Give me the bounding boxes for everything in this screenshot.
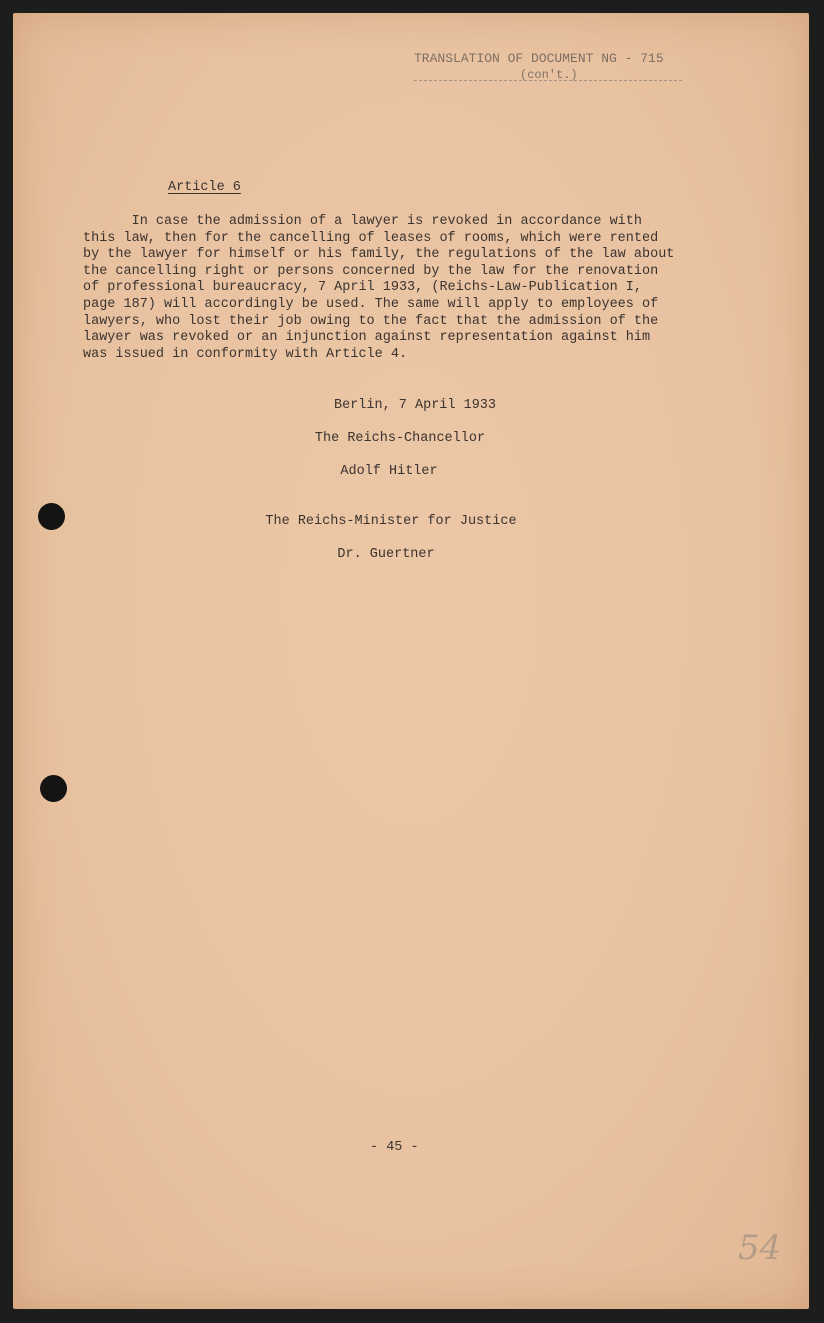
document-header-continued: (con't.) — [520, 68, 578, 82]
article-line: In case the admission of a lawyer is revoked in accordance with — [83, 214, 642, 229]
article-heading: Article 6 — [168, 180, 241, 195]
article-line: lawyer was revoked or an injunction against representation against him — [83, 330, 651, 346]
article-line: was issued in conformity with Article 4. — [83, 346, 408, 362]
article-body — [83, 214, 703, 363]
document-page — [13, 13, 809, 1309]
header-rule — [414, 80, 682, 81]
signature-chancellor-name: Adolf Hitler — [340, 464, 438, 479]
handwritten-folio-number: 54 — [738, 1228, 782, 1268]
document-header-title: TRANSLATION OF DOCUMENT NG - 715 — [414, 51, 664, 66]
article-line: lawyers, who lost their job owing to the fact that the admission of the — [83, 313, 659, 329]
article-line: page 187) will accordingly be used. The same will apply to employees of — [83, 296, 659, 312]
signature-chancellor-title: The Reichs-Chancellor — [314, 431, 486, 446]
punch-hole-bottom — [40, 775, 67, 802]
signature-place-date: Berlin, 7 April 1933 — [333, 398, 497, 413]
article-line: of professional bureaucracy, 7 April 1933, (Reichs-Law-Publication I, — [83, 280, 642, 296]
signature-minister-name: Dr. Guertner — [337, 547, 435, 562]
article-line: by the lawyer for himself or his family, the regulations of the law about — [83, 247, 675, 263]
signature-minister-title: The Reichs-Minister for Justice — [265, 514, 517, 529]
article-line: this law, then for the cancelling of leases of rooms, which were rented — [83, 230, 659, 246]
page-number: - 45 - — [370, 1140, 419, 1155]
article-line: the cancelling right or persons concerned by the law for the renovation — [83, 263, 659, 279]
